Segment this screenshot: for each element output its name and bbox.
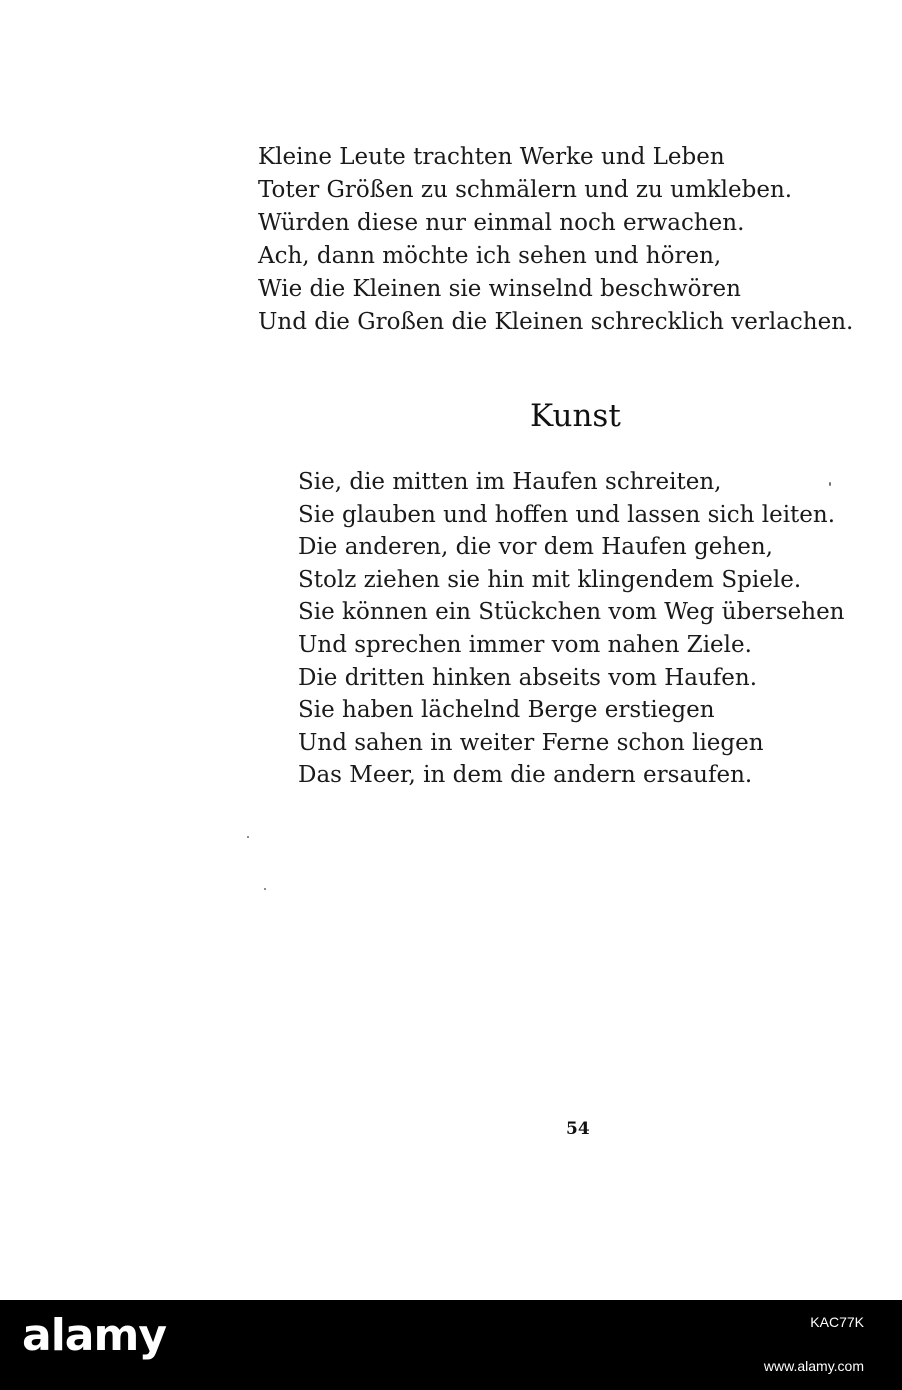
poem-line: Das Meer, in dem die andern ersaufen.	[298, 762, 753, 789]
poem-line: Sie glauben und hoffen und lassen sich leiten.	[298, 501, 836, 528]
poem-line: Kleine Leute trachten Werke und Leben	[258, 144, 725, 170]
poem-line: Toter Größen zu schmälern und zu umkleben.	[258, 177, 793, 203]
poem-title: Kunst	[530, 398, 621, 434]
poem-line: Und die Großen die Kleinen schrecklich verlachen.	[258, 309, 854, 335]
poem-line: Wie die Kleinen sie winselnd beschwören	[258, 276, 741, 302]
site-url: www.alamy.com	[763, 1358, 864, 1374]
poem-line: Sie können ein Stückchen vom Weg übersehen	[298, 599, 845, 626]
page-number: 54	[566, 1119, 590, 1139]
poem-line: Und sprechen immer vom nahen Ziele.	[298, 631, 752, 658]
poem-line: Und sahen in weiter Ferne schon liegen	[298, 729, 764, 756]
watermark-bar	[0, 1300, 902, 1390]
alamy-logo: alamy	[22, 1310, 166, 1361]
poem-kunst	[298, 466, 845, 792]
poem-line: Sie, die mitten im Haufen schreiten,	[298, 469, 722, 495]
scan-speck	[247, 836, 249, 838]
poem-line: Sie haben lächelnd Berge erstiegen	[298, 697, 715, 724]
poem-line: Würden diese nur einmal noch erwachen.	[258, 210, 745, 236]
scan-speck	[829, 482, 831, 486]
poem-line: Stolz ziehen sie hin mit klingendem Spiele.	[298, 566, 802, 593]
scan-speck	[264, 888, 266, 890]
poem-untitled	[258, 141, 853, 339]
poem-line: Die dritten hinken abseits vom Haufen.	[298, 664, 758, 691]
poem-line: Ach, dann möchte ich sehen und hören,	[258, 243, 722, 269]
poem-line: Die anderen, die vor dem Haufen gehen,	[298, 534, 773, 561]
image-id: KAC77K	[810, 1314, 864, 1330]
